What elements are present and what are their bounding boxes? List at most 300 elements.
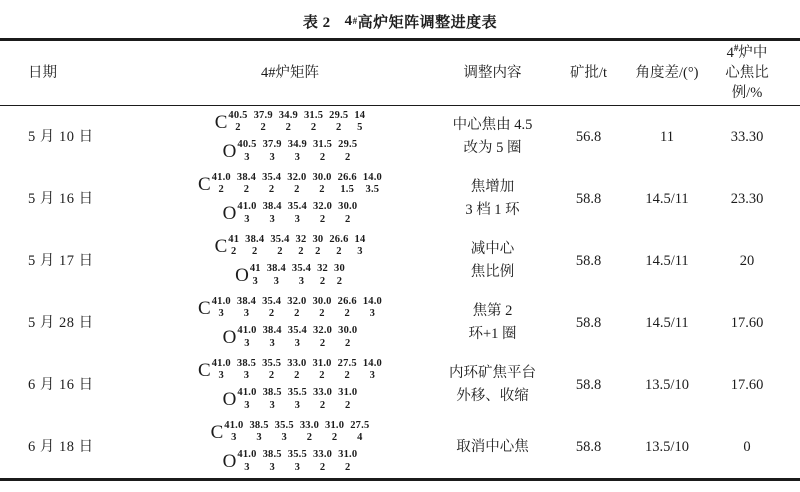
column-header-ore-batch: 矿批/t [569, 65, 608, 81]
matrix-column [312, 172, 331, 197]
ratio-header-line1 [712, 43, 782, 63]
matrix-column [350, 420, 369, 445]
matrix-angle-value: 14.0 [362, 357, 382, 369]
matrix-angle-value: 34.9 [278, 109, 298, 121]
matrix-angle-value: 41.0 [237, 201, 257, 212]
matrix-columns [237, 201, 357, 226]
matrix-angle-value: 41.0 [211, 295, 231, 307]
matrix-letter: O [222, 389, 237, 411]
matrix-ring-value: 3 [231, 432, 237, 444]
matrix-column [329, 234, 348, 259]
matrix-ring-value: 2 [260, 122, 266, 134]
matrix-column [254, 110, 273, 135]
matrix-ring-value: 3 [269, 461, 275, 473]
matrix-angle-value: 14.0 [362, 171, 382, 183]
matrix-column [329, 110, 348, 135]
matrix-angle-value: 14 [354, 109, 366, 121]
matrix-ring-value: 2 [319, 275, 326, 287]
matrix-column [287, 172, 306, 197]
coke-matrix [215, 234, 366, 259]
date-cell: 6 月 16 日 [28, 377, 94, 393]
coke-matrix [215, 110, 366, 135]
date-cell: 6 月 18 日 [28, 439, 94, 455]
ore-batch-cell: 58.8 [575, 439, 602, 455]
matrix-ring-value: 1.5 [340, 184, 355, 196]
column-header-matrix: 4#炉矩阵 [261, 65, 319, 81]
matrix-ring-value: 2 [243, 184, 250, 196]
matrix-angle-value: 27.5 [350, 419, 370, 431]
matrix-column [250, 263, 261, 288]
ratio-header-num: 4 [726, 45, 734, 61]
matrix-angle-value: 30.0 [338, 201, 358, 212]
matrix-ring-value: 2 [319, 151, 326, 163]
adjustment-content-line: 取消中心焦 [456, 438, 529, 455]
matrix-letter: C [198, 297, 211, 319]
matrix-ring-value: 2 [285, 122, 292, 134]
matrix-ring-value: 2 [345, 337, 351, 349]
matrix-letter: O [235, 265, 249, 287]
matrix-angle-value: 31.0 [338, 387, 358, 398]
matrix-column [262, 296, 281, 321]
matrix-ring-value: 3 [244, 399, 250, 411]
matrix-column [237, 325, 256, 350]
ore-batch-cell: 58.8 [575, 253, 602, 269]
matrix-column [338, 201, 357, 226]
matrix-ring-value: 3.5 [365, 184, 380, 196]
matrix-ring-value: 2 [230, 246, 237, 258]
adjustment-content-line: 中心焦由 4.5 [452, 117, 533, 133]
matrix-angle-value: 40.5 [237, 139, 257, 150]
table-bottom-rule [0, 478, 800, 481]
matrix-column [267, 263, 286, 288]
angle-diff-cell: 11 [660, 129, 674, 145]
matrix-ring-value: 3 [294, 337, 301, 349]
matrix-ring-value: 2 [319, 461, 326, 473]
matrix-column [263, 139, 282, 164]
matrix-columns [250, 263, 345, 288]
column-header-center-coke-ratio [712, 43, 800, 103]
matrix-angle-value: 38.5 [236, 357, 257, 369]
matrix-ring-value: 2 [298, 246, 304, 258]
matrix-ring-value: 2 [294, 370, 300, 382]
matrix-angle-value: 41 [249, 263, 261, 274]
matrix-letter: O [222, 451, 237, 473]
matrix-column [263, 201, 282, 226]
matrix-column [312, 296, 331, 321]
angle-diff-cell: 14.5/11 [645, 191, 689, 207]
ore-matrix [223, 325, 358, 350]
matrix-angle-value: 38.4 [262, 201, 282, 212]
matrix-ring-value: 2 [268, 370, 275, 382]
matrix-angle-value: 35.5 [274, 419, 294, 431]
matrix-angle-value: 29.5 [338, 139, 358, 150]
adjustment-content-cell [430, 436, 555, 459]
matrix-column [363, 172, 382, 197]
matrix-column [212, 172, 231, 197]
matrix-column [237, 449, 256, 474]
angle-diff-cell: 14.5/11 [645, 315, 689, 331]
matrix-ring-value: 2 [345, 213, 351, 225]
table-row [0, 106, 800, 168]
matrix-column [325, 420, 344, 445]
matrix-column [262, 358, 281, 383]
matrix-ring-value: 2 [345, 461, 351, 473]
matrix-angle-value: 41.0 [237, 325, 257, 336]
matrix-ring-value: 2 [336, 246, 342, 258]
matrix-cell [150, 358, 430, 412]
matrix-angle-value: 35.4 [262, 295, 282, 307]
date-cell: 5 月 10 日 [28, 129, 94, 145]
matrix-ring-value: 3 [269, 337, 275, 349]
matrix-angle-value: 32.0 [287, 171, 307, 183]
matrix-angle-value: 38.4 [266, 263, 286, 274]
matrix-column [263, 387, 282, 412]
matrix-angle-value: 26.6 [337, 171, 357, 183]
matrix-angle-value: 30.0 [312, 295, 332, 307]
matrix-columns [237, 139, 357, 164]
matrix-ring-value: 2 [268, 184, 275, 196]
angle-diff-cell: 13.5/10 [645, 377, 689, 393]
matrix-angle-value: 41.0 [211, 171, 231, 183]
matrix-ring-value: 2 [252, 246, 258, 258]
matrix-ring-value: 2 [344, 308, 350, 320]
matrix-angle-value: 35.4 [287, 325, 307, 336]
matrix-angle-value: 34.9 [287, 139, 307, 150]
matrix-angle-value: 38.5 [262, 449, 282, 460]
matrix-column [300, 420, 319, 445]
adjustment-content-line: 焦增加 [470, 179, 515, 195]
matrix-ring-value: 2 [319, 213, 326, 225]
matrix-ring-value: 2 [336, 275, 343, 287]
matrix-cell [150, 420, 430, 474]
matrix-ring-value: 2 [336, 122, 342, 134]
matrix-angle-value: 35.4 [287, 201, 307, 212]
matrix-ring-value: 3 [218, 370, 224, 382]
matrix-letter: C [198, 173, 211, 195]
matrix-columns [237, 449, 357, 474]
center-coke-ratio-cell: 33.30 [730, 129, 764, 145]
matrix-ring-value: 2 [319, 370, 325, 382]
ratio-header-line3: 例/% [731, 85, 763, 101]
matrix-column [262, 172, 281, 197]
matrix-column [338, 172, 357, 197]
matrix-angle-value: 31.5 [312, 139, 333, 150]
coke-matrix [198, 358, 382, 383]
matrix-angle-value: 40.5 [228, 109, 248, 121]
matrix-ring-value: 3 [256, 432, 262, 444]
matrix-angle-value: 38.4 [236, 295, 257, 307]
matrix-angle-value: 38.4 [262, 325, 282, 336]
ratio-header-line2: 心焦比 [725, 65, 769, 81]
adjustment-content-line: 内环矿焦平台 [449, 365, 536, 381]
matrix-column [237, 139, 256, 164]
matrix-ring-value: 3 [269, 399, 275, 411]
adjustment-content-line: 外移、收缩 [456, 388, 529, 404]
matrix-column [338, 387, 357, 412]
matrix-cell [150, 172, 430, 226]
matrix-column [313, 387, 332, 412]
matrix-ring-value: 3 [294, 399, 301, 411]
matrix-column [287, 358, 306, 383]
coke-matrix [198, 296, 382, 321]
date-cell: 5 月 28 日 [28, 315, 94, 331]
matrix-column [313, 449, 332, 474]
matrix-ring-value: 3 [244, 337, 250, 349]
matrix-column [338, 449, 357, 474]
matrix-column [338, 296, 357, 321]
matrix-column [237, 296, 256, 321]
matrix-angle-value: 38.5 [249, 419, 269, 431]
table-row [0, 354, 800, 416]
ratio-header-rest: 炉中 [738, 45, 768, 61]
matrix-letter: O [222, 327, 237, 349]
matrix-angle-value: 35.4 [291, 263, 312, 274]
column-header-angle-diff: 角度差/(°) [635, 65, 699, 81]
table-row [0, 416, 800, 478]
matrix-column [338, 325, 357, 350]
matrix-angle-value: 31.0 [338, 449, 358, 460]
center-coke-ratio-cell: 0 [743, 439, 751, 455]
matrix-letter: C [214, 235, 228, 257]
ore-batch-cell: 58.8 [575, 377, 602, 393]
superscript-hash: # [733, 43, 739, 54]
matrix-ring-value: 3 [244, 151, 250, 163]
matrix-ring-value: 2 [268, 308, 275, 320]
column-header-date: 日期 [28, 65, 57, 81]
matrix-column [237, 172, 256, 197]
matrix-ring-value: 3 [243, 308, 250, 320]
adjustment-content-line: 焦第 2 [472, 303, 513, 319]
matrix-column [263, 449, 282, 474]
matrix-angle-value: 41.0 [211, 357, 231, 369]
center-coke-ratio-cell: 23.30 [730, 191, 764, 207]
matrix-columns [212, 358, 382, 383]
matrix-ring-value: 4 [357, 432, 363, 444]
matrix-ring-value: 3 [218, 308, 224, 320]
matrix-letter: O [222, 203, 237, 225]
matrix-ring-value: 2 [277, 246, 283, 258]
table-header-row [0, 41, 800, 105]
matrix-ring-value: 3 [269, 151, 275, 163]
matrix-column [317, 263, 328, 288]
matrix-letter: O [222, 141, 237, 163]
matrix-ring-value: 2 [319, 308, 325, 320]
matrix-angle-value: 38.4 [245, 233, 265, 245]
matrix-ring-value: 3 [243, 370, 250, 382]
adjustment-content-cell [430, 238, 555, 284]
matrix-angle-value: 32.0 [312, 325, 333, 336]
angle-diff-cell: 14.5/11 [645, 253, 689, 269]
matrix-ring-value: 3 [273, 275, 280, 287]
center-coke-ratio-cell: 17.60 [730, 377, 764, 393]
matrix-angle-value: 41.0 [237, 449, 257, 460]
matrix-column [249, 420, 268, 445]
matrix-ring-value: 3 [357, 246, 363, 258]
matrix-column [363, 296, 382, 321]
matrix-ring-value: 2 [294, 184, 300, 196]
matrix-column [245, 234, 264, 259]
matrix-angle-value: 41 [228, 233, 240, 245]
center-coke-ratio-cell: 20 [739, 253, 755, 269]
matrix-column [287, 296, 306, 321]
matrix-ring-value: 2 [315, 246, 321, 258]
matrix-angle-value: 30 [334, 263, 345, 274]
adjustment-content-line: 改为 5 圈 [463, 140, 522, 156]
matrix-column [292, 263, 311, 288]
matrix-angle-value: 31.0 [312, 357, 332, 369]
matrix-cell [150, 296, 430, 350]
matrix-column [228, 110, 247, 135]
matrix-column [313, 201, 332, 226]
adjustment-content-line: 环+1 圈 [468, 326, 517, 342]
matrix-column [237, 201, 256, 226]
ore-batch-cell: 58.8 [575, 315, 602, 331]
matrix-column [212, 358, 231, 383]
matrix-ring-value: 3 [269, 213, 275, 225]
matrix-angle-value: 31.0 [325, 419, 345, 431]
matrix-ring-value: 3 [294, 213, 301, 225]
matrix-angle-value: 35.5 [287, 449, 307, 460]
matrix-ring-value: 3 [294, 461, 301, 473]
matrix-angle-value: 14 [354, 233, 366, 245]
table-caption-furnace-num: 4 [344, 12, 353, 29]
matrix-angle-value: 26.6 [329, 233, 349, 245]
matrix-angle-value: 31.5 [303, 109, 324, 121]
table-caption-prefix: 表 2 [302, 14, 331, 31]
matrix-column [288, 387, 307, 412]
adjustment-content-cell [430, 300, 555, 346]
matrix-angle-value: 33.0 [312, 387, 333, 398]
adjustment-content-cell [430, 362, 555, 408]
matrix-column [263, 325, 282, 350]
matrix-column [338, 358, 357, 383]
table-row [0, 168, 800, 230]
center-coke-ratio-cell: 17.60 [730, 315, 764, 331]
matrix-column [237, 387, 256, 412]
ore-batch-cell: 56.8 [575, 129, 602, 145]
matrix-ring-value: 3 [281, 432, 287, 444]
matrix-column [270, 234, 289, 259]
matrix-column [275, 420, 294, 445]
ore-matrix [223, 387, 358, 412]
matrix-columns [212, 296, 382, 321]
matrix-letter: C [214, 111, 228, 133]
matrix-letter: C [198, 359, 211, 381]
coke-matrix [211, 420, 370, 445]
table-caption: 表 2 4 # 高炉矩阵调整进度表 [302, 12, 498, 31]
matrix-ring-value: 3 [369, 370, 376, 382]
coke-matrix [198, 172, 382, 197]
matrix-column [354, 110, 365, 135]
matrix-column [288, 139, 307, 164]
matrix-ring-value: 2 [218, 184, 224, 196]
matrix-ring-value: 2 [235, 122, 241, 134]
matrix-ring-value: 2 [345, 151, 351, 163]
matrix-angle-value: 35.5 [287, 387, 307, 398]
matrix-column [296, 234, 307, 259]
matrix-ring-value: 3 [298, 275, 305, 287]
ore-matrix [235, 263, 345, 288]
column-header-content: 调整内容 [463, 65, 522, 81]
matrix-ring-value: 3 [244, 213, 250, 225]
matrix-cell [150, 234, 430, 288]
date-cell: 5 月 16 日 [28, 191, 94, 207]
matrix-column [334, 263, 345, 288]
matrix-column [228, 234, 239, 259]
matrix-column [237, 358, 256, 383]
matrix-column [338, 139, 357, 164]
matrix-angle-value: 33.0 [312, 449, 333, 460]
matrix-column [288, 201, 307, 226]
matrix-angle-value: 37.9 [262, 139, 282, 150]
matrix-angle-value: 32.0 [287, 295, 307, 307]
table-row [0, 230, 800, 292]
matrix-ring-value: 3 [252, 275, 258, 287]
matrix-column [212, 296, 231, 321]
matrix-column [304, 110, 323, 135]
matrix-ring-value: 3 [369, 308, 376, 320]
matrix-ring-value: 2 [319, 337, 326, 349]
matrix-column [355, 234, 366, 259]
matrix-ring-value: 3 [244, 461, 250, 473]
matrix-cell [150, 110, 430, 164]
matrix-ring-value: 2 [331, 432, 338, 444]
matrix-angle-value: 14.0 [362, 295, 382, 307]
matrix-angle-value: 35.4 [262, 171, 282, 183]
matrix-ring-value: 2 [319, 399, 326, 411]
matrix-columns [237, 387, 357, 412]
matrix-ring-value: 2 [294, 308, 300, 320]
matrix-angle-value: 38.5 [262, 387, 282, 398]
matrix-angle-value: 35.5 [262, 357, 282, 369]
matrix-column [279, 110, 298, 135]
matrix-ring-value: 5 [357, 122, 363, 134]
matrix-ring-value: 2 [319, 184, 325, 196]
matrix-column [363, 358, 382, 383]
matrix-angle-value: 33.0 [287, 357, 307, 369]
matrix-angle-value: 30.0 [312, 171, 332, 183]
table-row [0, 292, 800, 354]
table-body [0, 106, 800, 478]
matrix-angle-value: 33.0 [299, 419, 320, 431]
matrix-ring-value: 2 [344, 370, 350, 382]
matrix-column [313, 325, 332, 350]
adjustment-content-line: 焦比例 [470, 264, 515, 280]
matrix-column [288, 449, 307, 474]
matrix-angle-value: 32.0 [312, 201, 333, 212]
matrix-angle-value: 37.9 [253, 109, 273, 121]
matrix-angle-value: 41.0 [224, 419, 244, 431]
matrix-ring-value: 3 [294, 151, 301, 163]
matrix-column [288, 325, 307, 350]
matrix-angle-value: 30.0 [338, 325, 358, 336]
ore-batch-cell: 58.8 [575, 191, 602, 207]
matrix-columns [237, 325, 357, 350]
adjustment-content-line: 减中心 [470, 241, 515, 257]
matrix-angle-value: 32 [295, 233, 307, 245]
matrix-column [312, 234, 323, 259]
matrix-angle-value: 30 [312, 233, 324, 245]
matrix-angle-value: 32 [317, 263, 328, 274]
matrix-angle-value: 35.4 [270, 233, 290, 245]
table-caption-text: 高炉矩阵调整进度表 [357, 14, 498, 31]
angle-diff-cell: 13.5/10 [645, 439, 689, 455]
adjustment-content-cell [430, 114, 555, 160]
matrix-ring-value: 2 [310, 122, 317, 134]
ore-matrix [223, 139, 358, 164]
matrix-ring-value: 2 [345, 399, 351, 411]
matrix-angle-value: 27.5 [337, 357, 357, 369]
